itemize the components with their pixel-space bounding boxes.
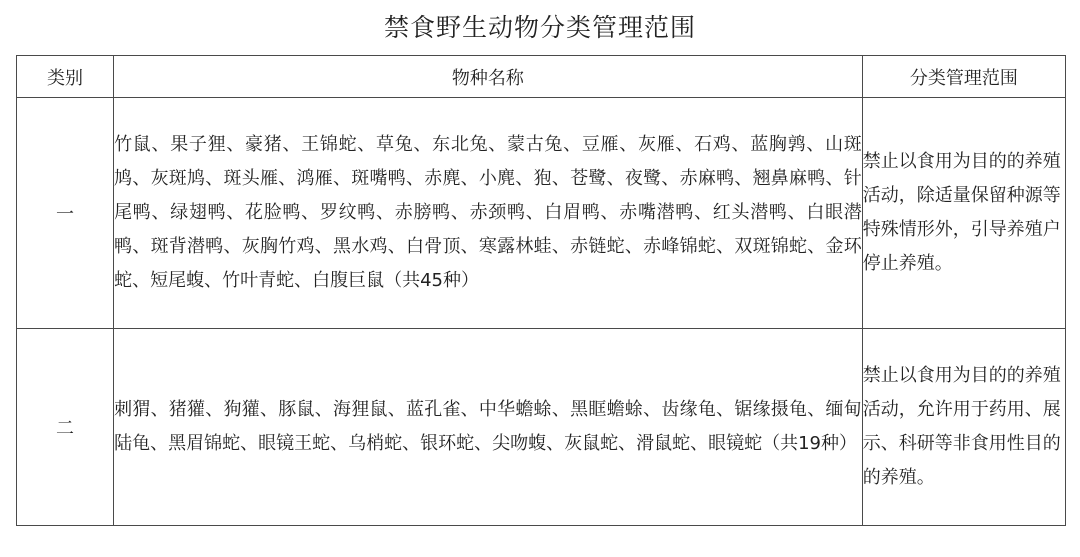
table-row bbox=[17, 329, 1066, 526]
category-cell: 二 bbox=[17, 329, 114, 526]
table-header-row bbox=[17, 56, 1066, 98]
species-cell: 竹鼠、果子狸、豪猪、王锦蛇、草兔、东北兔、蒙古兔、豆雁、灰雁、石鸡、蓝胸鹑、山斑鸠、灰斑鸠、斑头雁、鸿雁、斑嘴鸭、赤麂、小麂、狍、苍鹭、夜鹭、赤麻鸭、翘鼻麻鸭、针尾鸭、绿翅鸭、花脸鸭、罗纹鸭、赤膀鸭、赤颈鸭、白眉鸭、赤嘴潜鸭、红头潜鸭、白眼潜鸭、斑背潜鸭、灰胸竹鸡、黑水鸡、白骨顶、寒露林蛙、赤链蛇、赤峰锦蛇、双斑锦蛇、金环蛇、短尾蝮、竹叶青蛇、白腹巨鼠（共45种） bbox=[114, 98, 863, 329]
category-cell: 一 bbox=[17, 98, 114, 329]
header-category: 类别 bbox=[17, 56, 114, 98]
species-cell: 刺猬、猪獾、狗獾、豚鼠、海狸鼠、蓝孔雀、中华蟾蜍、黑眶蟾蜍、齿缘龟、锯缘摄龟、缅甸陆龟、黑眉锦蛇、眼镜王蛇、乌梢蛇、银环蛇、尖吻蝮、灰鼠蛇、滑鼠蛇、眼镜蛇（共19种） bbox=[114, 329, 863, 526]
scope-cell: 禁止以食用为目的的养殖活动，允许用于药用、展示、科研等非食用性目的的养殖。 bbox=[862, 329, 1065, 526]
header-scope: 分类管理范围 bbox=[862, 56, 1065, 98]
table-row bbox=[17, 98, 1066, 329]
page-title: 禁食野生动物分类管理范围 bbox=[383, 13, 696, 42]
classification-table bbox=[16, 55, 1066, 526]
header-species: 物种名称 bbox=[114, 56, 863, 98]
scope-cell: 禁止以食用为目的的养殖活动，除适量保留种源等特殊情形外，引导养殖户停止养殖。 bbox=[862, 98, 1065, 329]
